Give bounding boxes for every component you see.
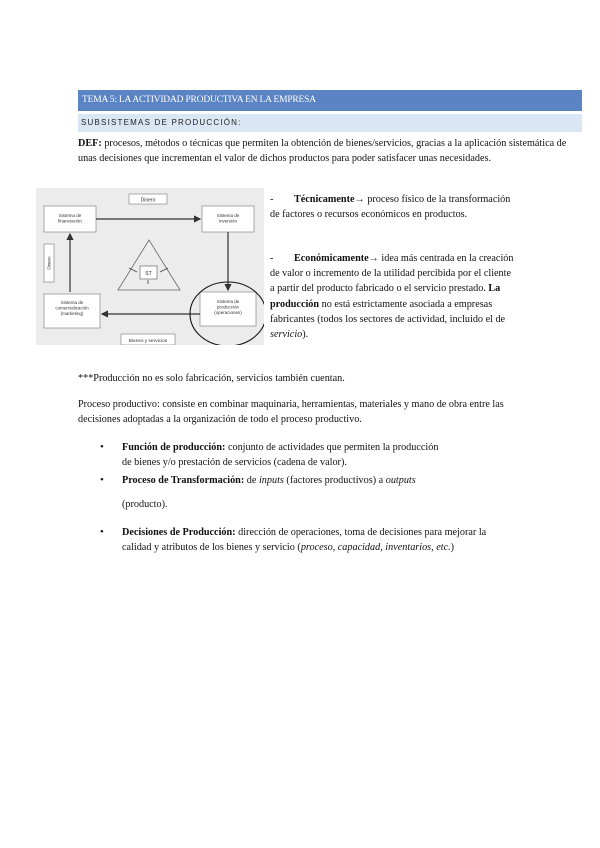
b3-term: Decisiones de Producción: [122, 527, 236, 538]
note-line: ***Producción no es solo fabricación, servicios también cuentan. [78, 373, 345, 384]
definition-text: procesos, métodos o técnicas que permiten la obtención de bienes/servicios, gracias a la aplicación sistemática de unas decisiones que incrementan el valor de dichos productos para poder satisfacer unas necesidades. [78, 138, 567, 165]
b2-inputs: inputs [258, 475, 284, 486]
bottom-goods-label: Bienes y servicios [128, 339, 168, 344]
bullet-transformation [122, 473, 522, 488]
economic-dash: - [270, 253, 274, 264]
b2-pre: de [244, 475, 259, 486]
b1-text: conjunto de actividades que permiten la producción de bienes y/o prestación de servicios (cadena de valor). [122, 442, 439, 469]
bullet-decisions [122, 525, 517, 555]
system-triangle [118, 240, 180, 290]
production-term: La producción [270, 283, 501, 310]
definition-label: DEF: [78, 138, 102, 149]
section-banner: TEMA 5: LA ACTIVIDAD PRODUCTIVA EN LA EMPRESA [78, 90, 582, 111]
b3-italic: proceso, capacidad, inventarios, etc. [300, 542, 451, 554]
b2-outputs: outputs [385, 475, 416, 486]
production-text: no está estrictamente asociada a empresas fabricantes (todos los sectores de actividad, incluido el de [270, 298, 506, 325]
b2-after: (producto). [122, 499, 168, 510]
technical-term: Técnicamente [293, 194, 355, 205]
production-box-label: Sistema de producción (operaciones) [214, 299, 242, 315]
investment-box-label: Sistema de inversión [216, 213, 240, 224]
subsection-heading: SUBSISTEMAS DE PRODUCCIÓN: [78, 114, 582, 132]
technical-dash: - [270, 194, 274, 205]
bullet-dot-2: • [100, 474, 104, 486]
technical-text: → proceso físico de la transformación de factores o recursos económicos en productos. [270, 194, 511, 221]
definition-paragraph [78, 136, 583, 166]
bullet-production-function [122, 440, 442, 470]
economic-text: → idea más centrada en la creación de valor o incremento de la utilidad percibida por el cliente a partir del producto fabricado o el servicio prestado. [270, 253, 514, 295]
economic-term: Económicamente [293, 253, 369, 264]
st-label: ST [145, 271, 152, 277]
b3-text: dirección de operaciones, toma de decisiones para mejorar la calidad y atributos de los bienes y servicio ( [122, 527, 487, 554]
production-italic: servicio [270, 329, 303, 341]
technical-point [270, 192, 515, 222]
production-subsystems-diagram [36, 188, 264, 345]
bullet-dot-3: • [100, 526, 104, 538]
production-end: ). [302, 329, 309, 341]
b2-mid: (factores productivos) a [283, 475, 386, 486]
left-money-label: Dinero [46, 256, 52, 270]
bullet-dot-1: • [100, 441, 104, 453]
top-money-label: Dinero [140, 197, 156, 204]
b1-term: Función de producción: [122, 442, 226, 453]
b3-end: ) [450, 542, 455, 554]
marketing-box-label: Sistema de comercialización (marketing) [55, 300, 89, 316]
b2-term: Proceso de Transformación: [122, 475, 245, 486]
economic-point [270, 251, 515, 342]
diagram-svg [36, 188, 264, 345]
finance-box-label: Sistema de financiación [58, 213, 82, 224]
process-paragraph: Proceso productivo: consiste en combinar maquinaria, herramientas, materiales y mano de obra entre las decisiones adoptadas a la organización de todo el proceso productivo. [78, 399, 504, 426]
